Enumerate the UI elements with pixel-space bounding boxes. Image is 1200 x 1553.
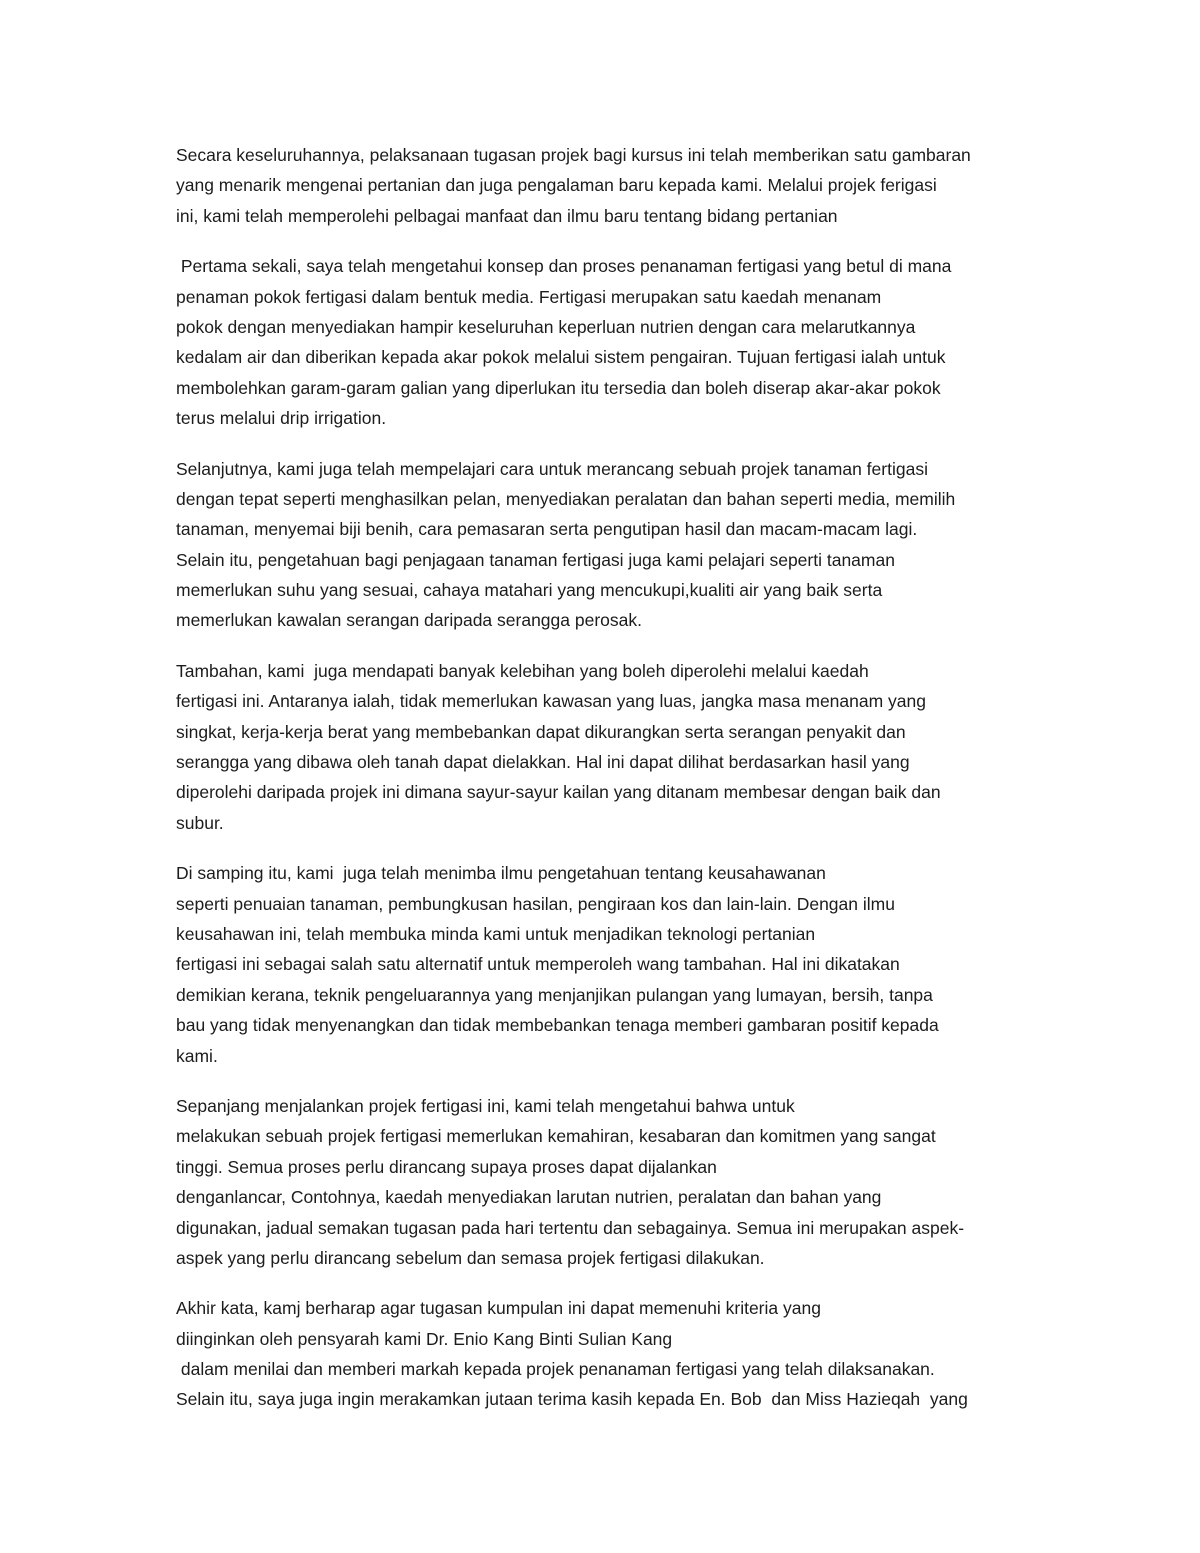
- text-line: diinginkan oleh pensyarah kami Dr. Enio Kang Binti Sulian Kang: [176, 1328, 673, 1349]
- text-line: dengan tepat seperti menghasilkan pelan, menyediakan peralatan dan bahan seperti media, memilih: [176, 488, 956, 509]
- paragraph-intro: [176, 140, 1076, 231]
- text-line: fertigasi ini sebagai salah satu alternatif untuk memperoleh wang tambahan. Hal ini dikatakan: [176, 954, 900, 975]
- paragraph-advantages: [176, 656, 1076, 838]
- text-line: Selain itu, saya juga ingin merakamkan jutaan terima kasih kepada En. Bob dan Miss Hazieqah yang: [176, 1389, 968, 1410]
- text-line: Tambahan, kami juga mendapati banyak kelebihan yang boleh diperolehi melalui kaedah: [176, 660, 869, 681]
- paragraph-closing: [176, 1293, 1076, 1415]
- text-line: digunakan, jadual semakan tugasan pada hari tertentu dan sebagainya. Semua ini merupakan aspek-: [176, 1217, 965, 1238]
- text-line: kami.: [176, 1045, 218, 1066]
- paragraph-entrepreneurship: [176, 858, 1076, 1071]
- text-line: melakukan sebuah projek fertigasi memerlukan kemahiran, kesabaran dan komitmen yang sangat: [176, 1126, 936, 1147]
- text-line: Pertama sekali, saya telah mengetahui konsep dan proses penanaman fertigasi yang betul di mana: [176, 256, 952, 277]
- text-line: ini, kami telah memperolehi pelbagai manfaat dan ilmu baru tentang bidang pertanian: [176, 205, 838, 226]
- text-line: penaman pokok fertigasi dalam bentuk media. Fertigasi merupakan satu kaedah menanam: [176, 286, 882, 307]
- paragraph-planning: [176, 454, 1076, 636]
- text-line: Selain itu, pengetahuan bagi penjagaan tanaman fertigasi juga kami pelajari seperti tanaman: [176, 549, 895, 570]
- text-line: kedalam air dan diberikan kepada akar pokok melalui sistem pengairan. Tujuan fertigasi ialah untuk: [176, 347, 946, 368]
- text-line: Sepanjang menjalankan projek fertigasi ini, kami telah mengetahui bahwa untuk: [176, 1095, 795, 1116]
- text-line: Secara keseluruhannya, pelaksanaan tugasan projek bagi kursus ini telah memberikan satu gambaran: [176, 145, 971, 165]
- text-line: keusahawan ini, telah membuka minda kami untuk menjadikan teknologi pertanian: [176, 923, 816, 944]
- text-line: seperti penuaian tanaman, pembungkusan hasilan, pengiraan kos dan lain-lain. Dengan ilmu: [176, 893, 895, 914]
- text-line: serangga yang dibawa oleh tanah dapat dielakkan. Hal ini dapat dilihat berdasarkan hasil yang: [176, 752, 910, 773]
- text-line: denganlancar, Contohnya, kaedah menyediakan larutan nutrien, peralatan dan bahan yang: [176, 1187, 882, 1208]
- text-line: Akhir kata, kamj berharap agar tugasan kumpulan ini dapat memenuhi kriteria yang: [176, 1298, 821, 1319]
- text-line: tinggi. Semua proses perlu dirancang supaya proses dapat dijalankan: [176, 1156, 717, 1177]
- text-line: memerlukan kawalan serangan daripada serangga perosak.: [176, 610, 642, 631]
- text-line: Selanjutnya, kami juga telah mempelajari cara untuk merancang sebuah projek tanaman fertigasi: [176, 458, 928, 479]
- text-line: memerlukan suhu yang sesuai, cahaya matahari yang mencukupi,kualiti air yang baik serta: [176, 580, 883, 601]
- text-line: bau yang tidak menyenangkan dan tidak membebankan tenaga memberi gambaran positif kepada: [176, 1015, 939, 1036]
- paragraph-concept: [176, 251, 1076, 433]
- document-body: [176, 140, 1076, 1435]
- paragraph-skills: [176, 1091, 1076, 1273]
- text-line: pokok dengan menyediakan hampir keseluruhan keperluan nutrien dengan cara melarutkannya: [176, 316, 916, 337]
- text-line: tanaman, menyemai biji benih, cara pemasaran serta pengutipan hasil dan macam-macam lagi.: [176, 519, 918, 540]
- text-line: demikian kerana, teknik pengeluarannya yang menjanjikan pulangan yang lumayan, bersih, tanpa: [176, 984, 933, 1005]
- text-line: membolehkan garam-garam galian yang diperlukan itu tersedia dan boleh diserap akar-akar pokok: [176, 377, 941, 398]
- text-line: yang menarik mengenai pertanian dan juga pengalaman baru kepada kami. Melalui projek ferigasi: [176, 175, 937, 196]
- text-line: subur.: [176, 812, 224, 833]
- text-line: singkat, kerja-kerja berat yang membebankan dapat dikurangkan serta serangan penyakit dan: [176, 721, 906, 742]
- text-line: aspek yang perlu dirancang sebelum dan semasa projek fertigasi dilakukan.: [176, 1247, 765, 1268]
- text-line: dalam menilai dan memberi markah kepada projek penanaman fertigasi yang telah dilaksanakan.: [176, 1359, 935, 1380]
- text-line: fertigasi ini. Antaranya ialah, tidak memerlukan kawasan yang luas, jangka masa menanam yang: [176, 691, 926, 712]
- text-line: terus melalui drip irrigation.: [176, 408, 387, 429]
- text-line: diperolehi daripada projek ini dimana sayur-sayur kailan yang ditanam membesar dengan baik dan: [176, 782, 941, 803]
- text-line: Di samping itu, kami juga telah menimba ilmu pengetahuan tentang keusahawanan: [176, 863, 826, 884]
